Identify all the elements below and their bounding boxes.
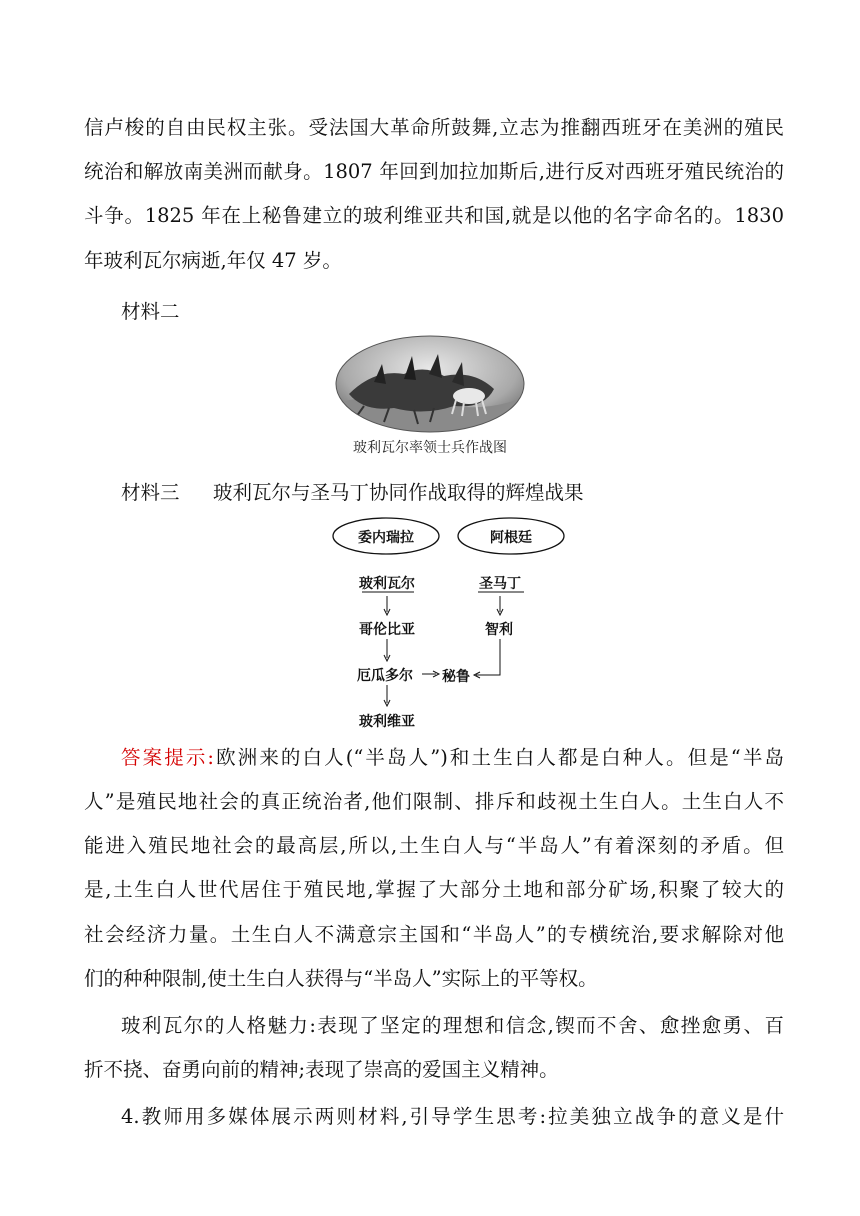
answer-line: 人”是殖民地社会的真正统治者,他们限制、排斥和歧视土生白人。土生白人不	[84, 790, 784, 813]
answer-line: 社会经济力量。土生白人不满意宗主国和“半岛人”的专横统治,要求解除对他	[84, 923, 784, 946]
battle-illustration	[334, 334, 526, 434]
material-two-label: 材料二	[121, 300, 180, 323]
san-martin-label: 圣马丁	[479, 576, 521, 592]
peru-label: 秘鲁	[442, 669, 470, 685]
answer-line: 是,土生白人世代居住于殖民地,掌握了大部分土地和部分矿场,积聚了较大的	[84, 878, 784, 901]
charm-line: 折不挠、奋勇向前的精神;表现了崇高的爱国主义精神。	[84, 1058, 559, 1081]
material-three-label: 材料三	[121, 481, 180, 504]
ecuador-label: 厄瓜多尔	[357, 668, 413, 684]
paragraph-line: 统治和解放南美洲而献身。1807 年回到加拉加斯后,进行反对西班牙殖民统治的	[84, 160, 784, 183]
item-four-line: 4.教师用多媒体展示两则材料,引导学生思考:拉美独立战争的意义是什	[121, 1105, 784, 1128]
material-three-title: 玻利瓦尔与圣马丁协同作战取得的辉煌战果	[213, 481, 584, 504]
answer-line: 能进入殖民地社会的最高层,所以,土生白人与“半岛人”有着深刻的矛盾。但	[84, 834, 784, 857]
chile-label: 智利	[485, 622, 513, 638]
paragraph-line: 斗争。1825 年在上秘鲁建立的玻利维亚共和国,就是以他的名字命名的。1830	[84, 204, 784, 227]
illustration-caption: 玻利瓦尔率领士兵作战图	[353, 440, 507, 456]
venezuela-oval-label: 委内瑞拉	[358, 530, 414, 546]
colombia-label: 哥伦比亚	[359, 622, 415, 638]
answer-hint-label: 答案提示:	[121, 746, 214, 769]
charm-line: 玻利瓦尔的人格魅力:表现了坚定的理想和信念,锲而不舍、愈挫愈勇、百	[121, 1014, 784, 1037]
bolivia-label: 玻利维亚	[359, 714, 415, 730]
paragraph-line: 年玻利瓦尔病逝,年仅 47 岁。	[84, 249, 342, 272]
argentina-oval-label: 阿根廷	[490, 530, 532, 546]
paragraph-line: 信卢梭的自由民权主张。受法国大革命所鼓舞,立志为推翻西班牙在美洲的殖民	[84, 116, 784, 139]
answer-line: 答案提示:欧洲来的白人(“半岛人”)和土生白人都是白种人。但是“半岛	[121, 746, 784, 769]
bolivar-label: 玻利瓦尔	[359, 576, 415, 592]
answer-line: 们的种种限制,使土生白人获得与“半岛人”实际上的平等权。	[84, 967, 598, 990]
